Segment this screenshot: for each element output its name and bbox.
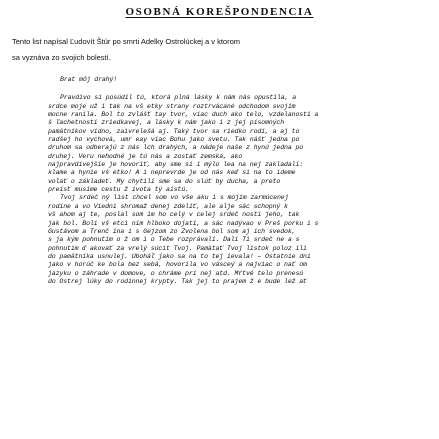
letter-line: volať o základeť. My chytili sme sa do slúť by ducha, a preto: [48, 177, 281, 185]
letter-line: druhej. Veru nehodné je tú nás a zostať zemská, ako: [48, 152, 243, 160]
letter-line: radšej ho vychová, umr eay viac Bohu jako svetu. Tak nášť jedna po: [48, 136, 300, 144]
letter-line: Tvoj srdeč ný list chcel som vo vše aku i s mojím zarmúcenej: [60, 194, 289, 202]
letter-line: š ľachetnosti zriedkavej, a lásky k nám jako i z jej písomných: [48, 119, 285, 127]
letter-lines: [48, 94, 391, 286]
letter-line: do Ostrej lúky do rodinnej krypty. Tak jej to prajem ž e bude lež ať: [48, 277, 307, 285]
letter-line: jazyku o záhrade v domove, o chráme pri nej atd. Mŕtvé telo prenesú: [48, 269, 304, 277]
letter-line: jako v horúč ke bola bez sebá, hovorila vo vásceý a najviac o nať om: [48, 261, 307, 269]
letter-line: Pravdivo si posúdil tú, ktorá plná lásky k nám nás opustila, a: [60, 94, 297, 102]
document-heading: OSOBNÁ KOREŠPONDENCIA: [125, 6, 314, 18]
letter-greeting: Brat môj drahý!: [60, 76, 118, 83]
letter-line: srdce moje už i tak na vš etky strany roztrvácané odchodom svojím: [48, 102, 296, 110]
letter-line: pohnutím ď akovať za vrelý súcit Tvoj. Pamätať Tvoj lístok poloz ili: [48, 244, 307, 252]
letter-line: vš ahom aj te, poslal som im ho celý v celej srdeč nosti jeho, tak: [48, 211, 300, 219]
letter-line: pamätníkov vidno, zaivrelešá aj. Taký tvor sa riedko rodí, a aj to: [48, 127, 300, 135]
letter-line: rodine a vo Viedni shromaž denej zdeliť, ale alje sác schopný k: [48, 202, 288, 210]
letter-line: Gustávom a Trenč ína i s Gejzom zo Zvolena bol som aj ich svedok,: [48, 227, 296, 235]
letter-line: s ja kým pohnutím o ž om i o Tebe rozprávali. Dali Ti srdeč ne a s: [48, 236, 300, 244]
letter-line: najpravdivejšie je hovoriť, aby sme sí i mýlo lea na nej zakladali:: [48, 161, 304, 169]
letter-body: [48, 76, 391, 286]
letter-line: klame a hynie vš etko! A i neprevrde je od nás keď si na to ideme: [48, 169, 296, 177]
letter-line: preisť musíme cestu ž ivota tý aistú.: [48, 186, 189, 194]
letter-line: druhom sa odberajú z nás lch drahých, a nádeje naše z hynú jedna po: [48, 144, 304, 152]
letter-line: jak bol. Boli vš etci ním hlboko dojatí, a sác nadývao v Preš porku i s: [48, 219, 319, 227]
intro-line: sa vyznáva zo svojich bolestí.: [12, 53, 111, 62]
letter-line: do pamätníka usnulej. Uboháľ jako sa na to tej ievala! – Ostatnie dni: [48, 252, 311, 260]
letter-line: mocne ranila. Bol to zvlášť tay tvor, viac duch ako telo, vzdelanosti a: [48, 111, 319, 119]
intro-line: Tento list napísal Ľudovít Štúr po smrti Adelky Ostrolúckej a v ktorom: [12, 37, 241, 46]
intro-text: [12, 34, 423, 66]
